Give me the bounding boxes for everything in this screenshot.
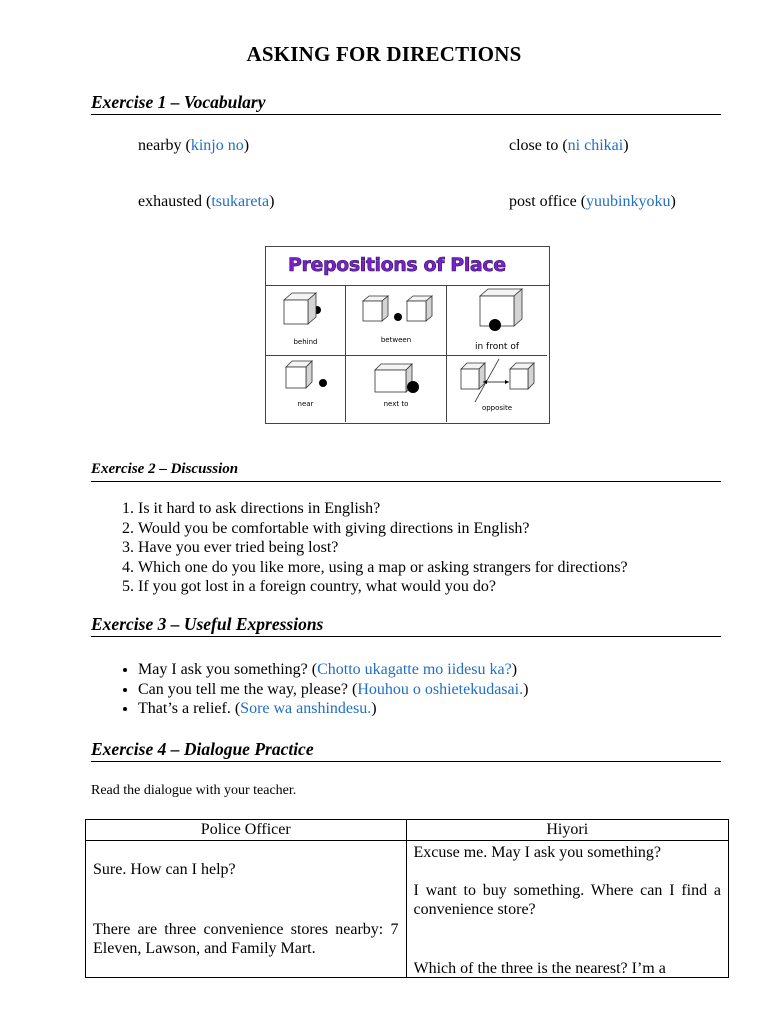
officer-line: Sure. How can I help? (93, 860, 236, 878)
vocab-english: close to ( (509, 137, 568, 154)
table-header-row (86, 820, 729, 841)
officer-line: There are three convenience stores nearby: 7 Eleven, Lawson, and Family Mart. (93, 920, 399, 957)
next-to-illustration (346, 356, 447, 422)
expression-english: Can you tell me the way, please? ( (138, 680, 358, 698)
hiyori-line: Which of the three is the nearest? I’m a (413, 959, 666, 977)
expression-paren: ) (523, 680, 529, 698)
between-label: between (380, 336, 412, 344)
vocab-japanese: kinjo no (190, 137, 244, 154)
page-title: ASKING FOR DIRECTIONS (246, 42, 522, 66)
list-item (138, 660, 528, 680)
vocab-item (509, 136, 629, 156)
opposite-illustration (447, 356, 547, 422)
vocab-paren: ) (269, 193, 275, 210)
in-front-of-label: in front of (474, 342, 519, 352)
hiyori-line: I want to buy something. Where can I find a convenience store? (413, 881, 721, 918)
behind-label: behind (293, 338, 318, 346)
vocab-paren: ) (670, 193, 676, 210)
near-cell (266, 356, 346, 422)
vocab-english: exhausted ( (138, 193, 212, 210)
vocab-item (138, 192, 274, 212)
list-item (138, 680, 528, 700)
between-cell (346, 286, 447, 356)
column-header-police-officer: Police Officer (86, 820, 407, 841)
expression-english: That’s a relief. ( (138, 700, 241, 717)
vocab-japanese: ni chikai (567, 137, 624, 154)
useful-expressions (100, 660, 528, 719)
vocab-japanese: yuubinkyoku (586, 193, 671, 210)
column-header-hiyori: Hiyori (406, 820, 729, 841)
list-item: 1. Is it hard to ask directions in English? (138, 499, 628, 519)
exercise-1-heading: Exercise 1 – Vocabulary (91, 92, 721, 115)
prepositions-of-place-image (265, 246, 550, 424)
exercise-3-heading: Exercise 3 – Useful Expressions (91, 614, 721, 637)
list-item: 2. Would you be comfortable with giving directions in English? (138, 519, 628, 539)
vocab-english: post office ( (509, 193, 587, 210)
opposite-cell (447, 356, 547, 422)
image-title-banner (266, 247, 549, 286)
expression-japanese: Chotto ukagatte mo iidesu ka? (317, 661, 512, 678)
expression-english: May I ask you something? ( (138, 661, 318, 678)
next-to-label: next to (383, 400, 409, 408)
next-to-cell (346, 356, 447, 422)
vocab-item (138, 136, 249, 156)
dialogue-instruction: Read the dialogue with your teacher. (91, 783, 297, 798)
vocab-japanese: tsukareta (211, 193, 270, 210)
expression-japanese: Houhou o oshietekudasai. (357, 680, 524, 698)
behind-cell (266, 286, 346, 356)
vocab-paren: ) (243, 137, 250, 154)
image-title: Prepositions of Place (288, 254, 506, 276)
near-illustration (266, 356, 346, 422)
list-item: 4. Which one do you like more, using a map or asking strangers for directions? (138, 558, 628, 578)
expression-paren: ) (511, 661, 518, 678)
expression-paren: ) (371, 700, 377, 717)
vocab-english: nearby ( (138, 137, 191, 154)
vocab-paren: ) (623, 137, 629, 154)
in-front-of-cell (447, 286, 547, 356)
list-item: 5. If you got lost in a foreign country, what would you do? (138, 577, 628, 597)
dialogue-table (85, 819, 729, 978)
list-item (138, 699, 528, 719)
near-label: near (297, 400, 314, 408)
between-illustration (346, 286, 447, 356)
hiyori-cell (406, 840, 729, 977)
hiyori-line: Excuse me. May I ask you something? (413, 843, 661, 861)
exercise-2-heading: Exercise 2 – Discussion (91, 459, 721, 482)
expression-japanese: Sore wa anshindesu. (240, 700, 372, 717)
opposite-label: opposite (481, 404, 513, 412)
table-row (86, 840, 729, 977)
officer-cell (86, 840, 407, 977)
vocab-item (509, 192, 676, 212)
discussion-questions (100, 499, 628, 597)
list-item: 3. Have you ever tried being lost? (138, 538, 628, 558)
exercise-4-heading: Exercise 4 – Dialogue Practice (91, 739, 721, 762)
